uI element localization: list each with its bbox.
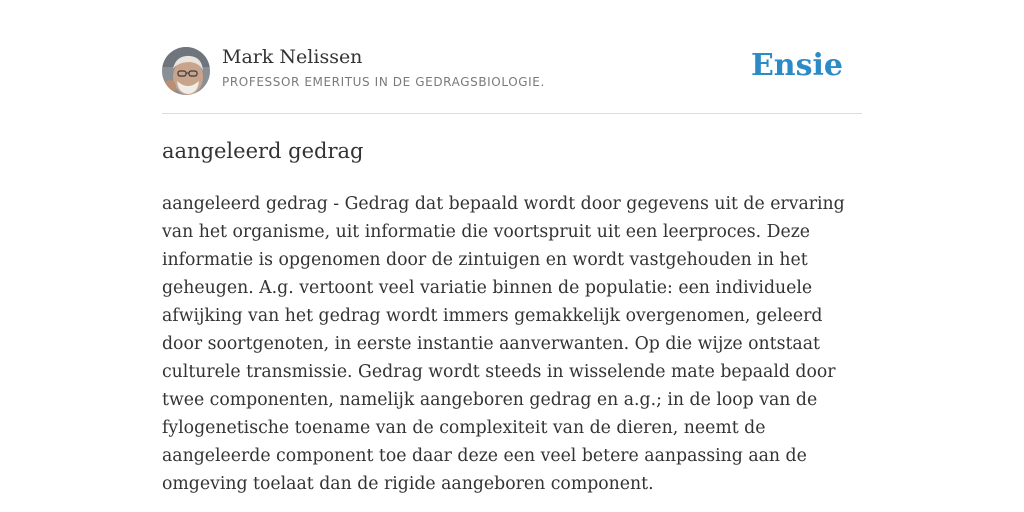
author-avatar[interactable] [162,47,210,95]
author-name[interactable]: Mark Nelissen [222,46,363,68]
brand-logo[interactable]: Ensie [750,48,843,83]
page [162,0,862,494]
author-description: PROFESSOR EMERITUS IN DE GEDRAGSBIOLOGIE. [222,75,545,89]
author-header [162,0,862,114]
entry-title: aangeleerd gedrag [162,139,364,163]
entry-body: aangeleerd gedrag - Gedrag dat bepaald wordt door gegevens uit de ervaring van het organisme, uit informatie die voortspruit uit een leerproces. Deze informatie is opgenomen door de zintuigen en wordt vastgehouden in het geheugen. A.g. vertoont veel variatie binnen de populatie: een individuele afwijking van het gedrag wordt immers gemakkelijk overgenomen, geleerd door soortgenoten, in eerste instantie aanverwanten. Op die wijze ontstaat culturele transmissie. Gedrag wordt steeds in wisselende mate bepaald door twee componenten, namelijk aangeboren gedrag en a.g.; in de loop van de fylogenetische toename van de complexiteit van de dieren, neemt de aangeleerde component toe daar deze een veel betere aanpassing aan de omgeving toelaat dan de rigide aangeboren component. [162,194,845,494]
avatar-portrait-icon [162,47,210,95]
